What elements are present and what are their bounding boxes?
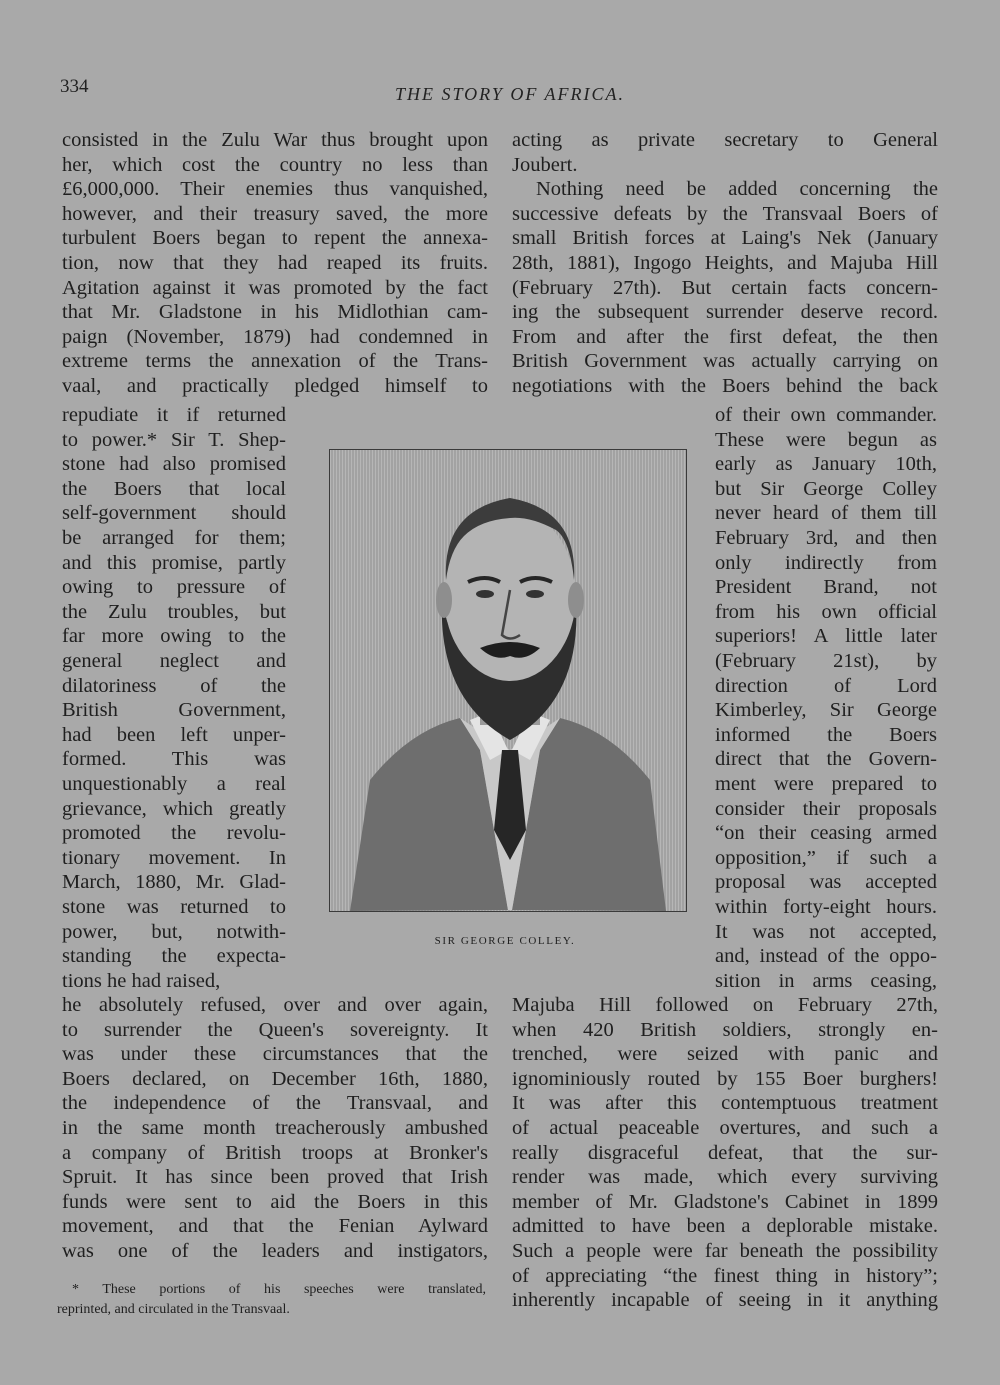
text-line: It was not accepted, [715,920,937,943]
text-line: (February 21st), by [715,650,937,672]
text-line: trenched, were seized with panic and [512,1043,938,1066]
text-line: her, which cost the country no less than [62,153,488,176]
portrait-illustration [329,449,687,912]
footnote-line: * These portions of his speeches were translated, [72,1282,486,1297]
text-line: formed. This was [62,748,286,771]
text-line: of their own commander. [715,404,937,426]
text-line: £6,000,000. Their enemies thus vanquished, [62,178,488,201]
text-line: of actual peaceable overtures, and such a [512,1117,938,1139]
text-line: to surrender the Queen's sovereignty. It [62,1018,488,1041]
text-line: tions he had raised, [62,969,221,992]
text-line: be arranged for them; [62,527,286,549]
text-line: Nothing need be added concerning the [536,178,938,201]
text-line: member of Mr. Gladstone's Cabinet in 1899 [512,1190,938,1213]
text-line: Joubert. [512,153,578,176]
text-line: consider their proposals [715,797,937,820]
text-line: within forty-eight hours. [715,896,937,918]
text-line: (February 27th). But certain facts concern- [512,276,938,299]
text-line: never heard of them till [715,502,937,525]
text-line: really disgraceful defeat, that the sur- [512,1141,938,1164]
text-line: It was after this contemptuous treatment [512,1092,938,1115]
text-line: standing the expecta- [62,945,286,968]
text-line: in the same month treacherously ambushed [62,1117,488,1139]
text-line: of appreciating “the finest thing in history”; [512,1264,938,1287]
text-line: successive defeats by the Transvaal Boers of [512,202,938,225]
text-line: tion, now that they had reaped its fruits. [62,252,488,274]
text-line: funds were sent to aid the Boers in this [62,1190,488,1213]
text-line: early as January 10th, [715,453,937,476]
text-line: that Mr. Gladstone in his Midlothian cam- [62,301,488,324]
text-line: Majuba Hill followed on February 27th, [512,994,938,1016]
text-line: a company of British troops at Bronker's [62,1141,488,1164]
text-line: only indirectly from [715,551,937,574]
text-line: paign (November, 1879) had condemned in [62,325,488,348]
text-line: March, 1880, Mr. Glad- [62,871,286,894]
text-line: but Sir George Colley [715,477,937,500]
text-line: direction of Lord [715,674,937,697]
illustration-caption: SIR GEORGE COLLEY. [434,935,576,947]
text-line: movement, and that the Fenian Aylward [62,1215,488,1238]
page-number: 334 [60,76,89,97]
text-line: “on their ceasing armed [715,822,937,845]
text-line: general neglect and [62,650,286,672]
text-line: opposition,” if such a [715,846,937,869]
text-line: from his own official [715,600,937,623]
text-line: turbulent Boers began to repent the annexa- [62,227,488,250]
text-line: Boers declared, on December 16th, 1880, [62,1067,488,1090]
text-line: and, instead of the oppo- [715,945,937,968]
text-line: power, but, notwith- [62,920,286,943]
portrait-engraving-icon [330,450,686,911]
text-line: British Government was actually carrying on [512,350,938,373]
text-line: grievance, which greatly [62,797,286,820]
text-line: From and after the first defeat, the then [512,325,938,348]
text-line: Such a people were far beneath the possibility [512,1240,938,1262]
text-line: small British forces at Laing's Nek (January [512,227,938,250]
text-line: however, and their treasury saved, the more [62,202,488,225]
text-line: direct that the Govern- [715,748,937,771]
text-line: British Government, [62,699,286,722]
text-line: consisted in the Zulu War thus brought upon [62,129,488,151]
text-line: unquestionably a real [62,773,286,795]
text-line: stone was returned to [62,896,286,918]
text-line: inherently incapable of seeing in it anything [512,1289,938,1312]
text-line: President Brand, not [715,576,937,599]
text-line: stone had also promised [62,453,286,476]
text-line: Agitation against it was promoted by the fact [62,276,488,299]
text-line: was one of the leaders and instigators, [62,1240,488,1262]
text-line: owing to pressure of [62,576,286,599]
text-line: the Boers that local [62,477,286,500]
text-line: the Zulu troubles, but [62,600,286,623]
text-line: self-government should [62,502,286,525]
text-line: when 420 British soldiers, strongly en- [512,1018,938,1041]
text-line: 28th, 1881), Ingogo Heights, and Majuba Hill [512,252,938,274]
text-line: These were begun as [715,428,937,451]
running-title: THE STORY OF AFRICA. [394,84,626,104]
text-line: the independence of the Transvaal, and [62,1092,488,1115]
text-line: acting as private secretary to General [512,129,938,151]
text-line: superiors! A little later [715,625,937,648]
text-line: promoted the revolu- [62,822,286,845]
text-line: render was made, which every surviving [512,1166,938,1189]
text-line: far more owing to the [62,625,286,648]
text-line: ignominiously routed by 155 Boer burghers! [512,1067,938,1090]
text-line: Spruit. It has since been proved that Irish [62,1166,488,1189]
footnote-line: reprinted, and circulated in the Transvaal. [57,1302,290,1317]
text-line: was under these circumstances that the [62,1043,488,1066]
text-line: sition in arms ceasing, [715,969,937,992]
text-line: and this promise, partly [62,551,286,574]
text-line: admitted to have been a deplorable mistake. [512,1215,938,1238]
text-line: he absolutely refused, over and over again, [62,994,488,1016]
text-line: informed the Boers [715,723,937,746]
text-line: vaal, and practically pledged himself to [62,375,488,397]
text-line: dilatoriness of the [62,674,286,697]
text-line: February 3rd, and then [715,527,937,549]
text-line: extreme terms the annexation of the Trans- [62,350,488,373]
text-line: repudiate it if returned [62,404,286,426]
text-line: ment were prepared to [715,773,937,795]
text-line: ing the subsequent surrender deserve record. [512,301,938,324]
text-line: tionary movement. In [62,846,286,869]
text-line: Kimberley, Sir George [715,699,937,722]
text-line: had been left unper- [62,723,286,746]
text-line: proposal was accepted [715,871,937,894]
text-line: to power.* Sir T. Shep- [62,428,286,451]
text-line: negotiations with the Boers behind the back [512,375,938,397]
